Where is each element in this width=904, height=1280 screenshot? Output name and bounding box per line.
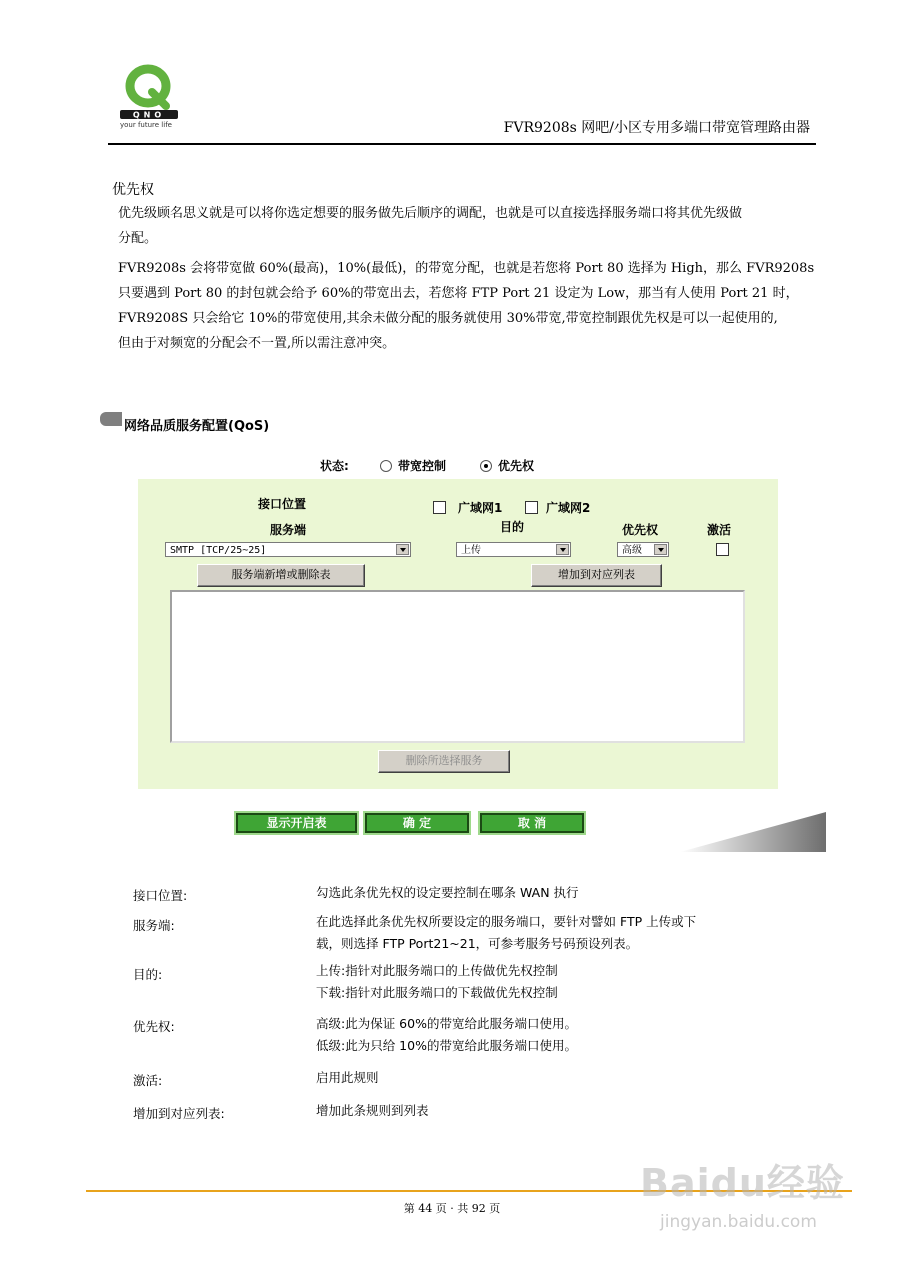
direction-select[interactable]: [456, 542, 571, 557]
term-service: 服务端:: [133, 918, 175, 933]
service-column-label: 服务端: [270, 523, 307, 537]
paragraph-line: 只要遇到 Port 80 的封包就会给予 60%的带宽出去，若您将 FTP Port 21 设定为 Low，那当有人使用 Port 21 时，: [118, 286, 799, 301]
status-option-label: 带宽控制: [398, 459, 447, 473]
desc-line: 勾选此条优先权的设定要控制在哪条 WAN 执行: [316, 885, 579, 900]
desc-direction: [316, 960, 558, 1004]
ok-button[interactable]: 确 定: [365, 813, 469, 833]
radio-icon[interactable]: [380, 460, 392, 472]
desc-priority: [316, 1013, 577, 1057]
term-direction: 目的:: [133, 967, 163, 982]
desc-line: 高级:此为保证 60%的带宽给此服务端口使用。: [316, 1016, 577, 1031]
desc-line: 增加此条规则到列表: [316, 1103, 429, 1118]
cancel-button[interactable]: 取 消: [480, 813, 584, 833]
decorative-wedge: [680, 812, 826, 852]
add-to-list-button[interactable]: 增加到对应列表: [531, 564, 662, 587]
desc-line: 载，则选择 FTP Port21~21，可参考服务号码预设列表。: [316, 936, 639, 951]
status-option-label: 优先权: [498, 459, 535, 473]
header-divider: [108, 143, 816, 145]
service-select-value: SMTP [TCP/25~25]: [170, 545, 267, 556]
term-enable: 激活:: [133, 1073, 163, 1088]
desc-service: [316, 911, 696, 955]
desc-line: 上传:指针对此服务端口的上传做优先权控制: [316, 963, 558, 978]
panel-title-bar: [100, 412, 122, 426]
desc-line: 启用此规则: [316, 1070, 379, 1085]
chevron-down-icon[interactable]: [396, 544, 409, 555]
priority-select[interactable]: [617, 542, 669, 557]
paragraph-2: [118, 256, 856, 356]
desc-interface: [316, 882, 579, 904]
radio-selected-icon[interactable]: [480, 460, 492, 472]
wan1-checkbox-group[interactable]: [433, 499, 502, 516]
direction-column-label: 目的: [500, 520, 525, 534]
logo-tagline: your future life: [120, 121, 172, 129]
wan1-checkbox[interactable]: [433, 501, 446, 514]
enable-column-label: 激活: [707, 523, 732, 537]
wan2-checkbox-group[interactable]: [525, 499, 590, 516]
wan2-checkbox[interactable]: [525, 501, 538, 514]
interface-label: 接口位置: [258, 497, 307, 511]
logo-text: QNO: [132, 110, 166, 120]
desc-line: 在此选择此条优先权所要设定的服务端口，要针对譬如 FTP 上传或下: [316, 914, 697, 929]
section-title: 优先权: [112, 182, 154, 198]
paragraph-1: [118, 201, 856, 251]
service-table-button[interactable]: 服务端新增或删除表: [197, 564, 365, 587]
delete-selected-button[interactable]: 删除所选择服务: [378, 750, 510, 773]
wan2-label: 广域网2: [546, 501, 591, 515]
page-number: 第 44 页 · 共 92 页: [403, 1202, 501, 1215]
paragraph-line: 优先级顾名思义就是可以将你选定想要的服务做先后顺序的调配，也就是可以直接选择服务端口将其优先级做: [118, 206, 743, 221]
service-select[interactable]: [165, 542, 411, 557]
term-add-list: 增加到对应列表:: [133, 1106, 225, 1121]
rules-listbox[interactable]: [170, 590, 745, 743]
qos-title: 网络品质服务配置(QoS): [124, 419, 270, 434]
term-priority: 优先权:: [133, 1019, 175, 1034]
desc-enable: [316, 1067, 379, 1089]
paragraph-line: 但由于对频宽的分配会不一置,所以需注意冲突。: [118, 336, 396, 351]
enable-checkbox[interactable]: [716, 543, 729, 556]
paragraph-line: FVR9208S 只会给它 10%的带宽使用,其余未做分配的服务就使用 30%带宽,带宽控制跟优先权是可以一起使用的,: [118, 311, 778, 326]
paragraph-line: FVR9208s 会将带宽做 60%(最高)，10%(最低)，的带宽分配，也就是若您将 Port 80 选择为 High，那么 FVR9208s: [118, 261, 815, 276]
term-interface: 接口位置:: [133, 888, 188, 903]
show-table-button[interactable]: 显示开启表: [236, 813, 357, 833]
watermark-url: jingyan.baidu.com: [660, 1212, 817, 1232]
priority-select-value: 高级: [622, 545, 642, 556]
wan1-label: 广域网1: [458, 501, 503, 515]
chevron-down-icon[interactable]: [654, 544, 667, 555]
status-radio-bandwidth[interactable]: [380, 457, 446, 474]
status-radio-priority[interactable]: [480, 457, 534, 474]
desc-add-list: [316, 1100, 429, 1122]
desc-line: 低级:此为只给 10%的带宽给此服务端口使用。: [316, 1038, 577, 1053]
status-label: 状态:: [320, 459, 349, 473]
priority-column-label: 优先权: [622, 523, 659, 537]
direction-select-value: 上传: [461, 545, 481, 556]
watermark-brand: Baidu经验: [640, 1161, 845, 1205]
paragraph-line: 分配。: [118, 231, 158, 246]
chevron-down-icon[interactable]: [556, 544, 569, 555]
desc-line: 下载:指针对此服务端口的下载做优先权控制: [316, 985, 558, 1000]
doc-title: FVR9208s 网吧/小区专用多端口带宽管理路由器: [503, 120, 810, 136]
